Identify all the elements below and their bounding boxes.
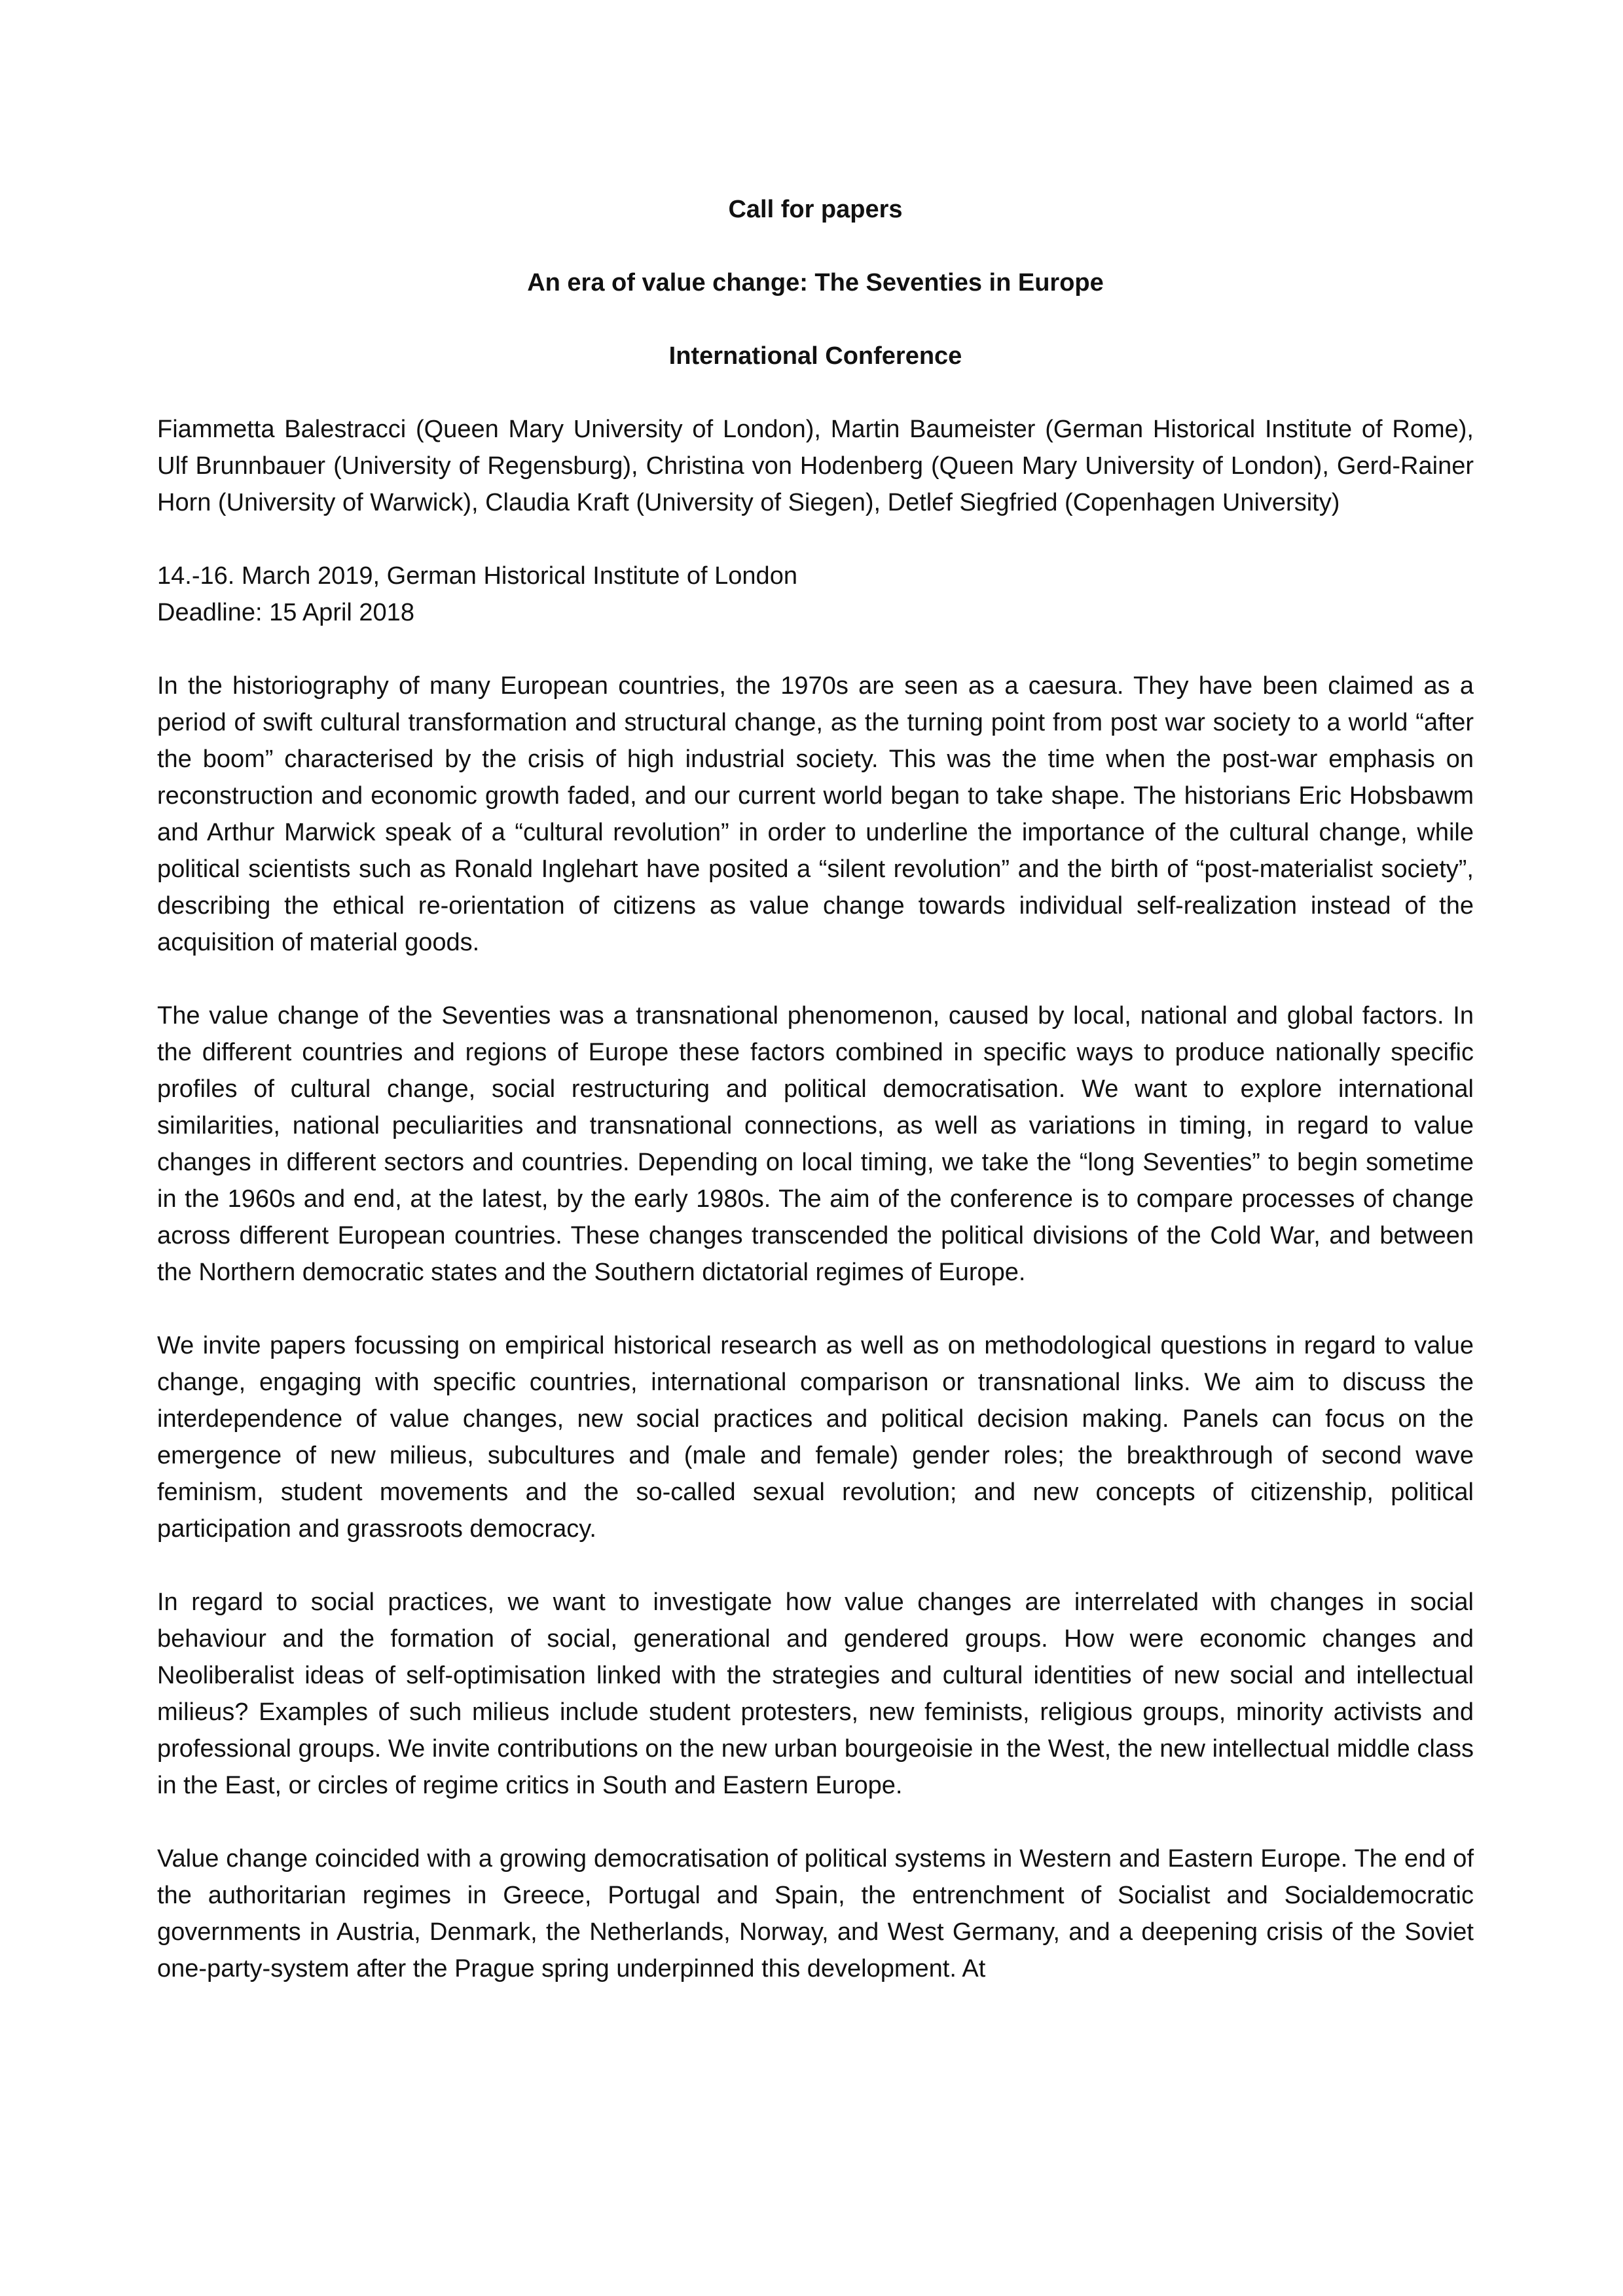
document-subtitle: International Conference xyxy=(668,342,962,370)
event-deadline: Deadline: 15 April 2018 xyxy=(157,599,414,626)
body-paragraph-5: Value change coincided with a growing democratisation of political systems in Western and Eastern Europe. The end of the authoritarian regimes in Greece, Portugal and Spain, the entrenchment of Socialist and Socialdemocratic governments in Austria, Denmark, the Netherlands, Norway, and West Germany, and a deepening crisis of the Soviet one-party-system after the Prague spring underpinned this development. At xyxy=(157,1845,1474,1982)
event-details xyxy=(157,558,1474,631)
event-date-place: 14.-16. March 2019, German Historical Institute of London xyxy=(157,562,797,590)
body-paragraph-4: In regard to social practices, we want to investigate how value changes are interrelated with changes in social behaviour and the formation of social, generational and gendered groups. How were economic changes and Neoliberalist ideas of self-optimisation linked with the strategies and cultural identities of new social and intellectual milieus? Examples of such milieus include student protesters, new feminists, religious groups, minority activists and professional groups. We invite contributions on the new urban bourgeoisie in the West, the new intellectual middle class in the East, or circles of regime critics in South and Eastern Europe. xyxy=(157,1588,1474,1799)
organizers-paragraph: Fiammetta Balestracci (Queen Mary University of London), Martin Baumeister (German Historical Institute of Rome), Ulf Brunnbauer (University of Regensburg), Christina von Hodenberg (Queen Mary University of London), Gerd-Rainer Horn (University of Warwick), Claudia Kraft (University of Siegen), Detlef Siegfried (Copenhagen University) xyxy=(157,416,1474,516)
document-page xyxy=(157,191,1474,2024)
body-paragraph-1: In the historiography of many European countries, the 1970s are seen as a caesura. They have been claimed as a period of swift cultural transformation and structural change, as the turning point from post war society to a world “after the boom” characterised by the crisis of high industrial society. This was the time when the post-war emphasis on reconstruction and economic growth faded, and our current world began to take shape. The historians Eric Hobsbawm and Arthur Marwick speak of a “cultural revolution” in order to underline the importance of the cultural change, while political scientists such as Ronald Inglehart have posited a “silent revolution” and the birth of “post-materialist society”, describing the ethical re-orientation of citizens as value change towards individual self-realization instead of the acquisition of material goods. xyxy=(157,672,1474,956)
call-heading: Call for papers xyxy=(728,196,903,223)
body-paragraph-2: The value change of the Seventies was a transnational phenomenon, caused by local, national and global factors. In the different countries and regions of Europe these factors combined in specific ways to produce nationally specific profiles of cultural change, social restructuring and political democratisation. We want to explore international similarities, national peculiarities and transnational connections, as well as variations in timing, in regard to value changes in different sectors and countries. Depending on local timing, we take the “long Seventies” to begin sometime in the 1960s and end, at the latest, by the early 1980s. The aim of the conference is to compare processes of change across different European countries. These changes transcended the political divisions of the Cold War, and between the Northern democratic states and the Southern dictatorial regimes of Europe. xyxy=(157,1002,1474,1286)
body-paragraph-3: We invite papers focussing on empirical historical research as well as on methodological questions in regard to value change, engaging with specific countries, international comparison or transnational links. We aim to discuss the interdependence of value changes, new social practices and political decision making. Panels can focus on the emergence of new milieus, subcultures and (male and female) gender roles; the breakthrough of second wave feminism, student movements and the so-called sexual revolution; and new concepts of citizenship, political participation and grassroots democracy. xyxy=(157,1332,1474,1543)
document-title: An era of value change: The Seventies in Europe xyxy=(527,269,1104,296)
